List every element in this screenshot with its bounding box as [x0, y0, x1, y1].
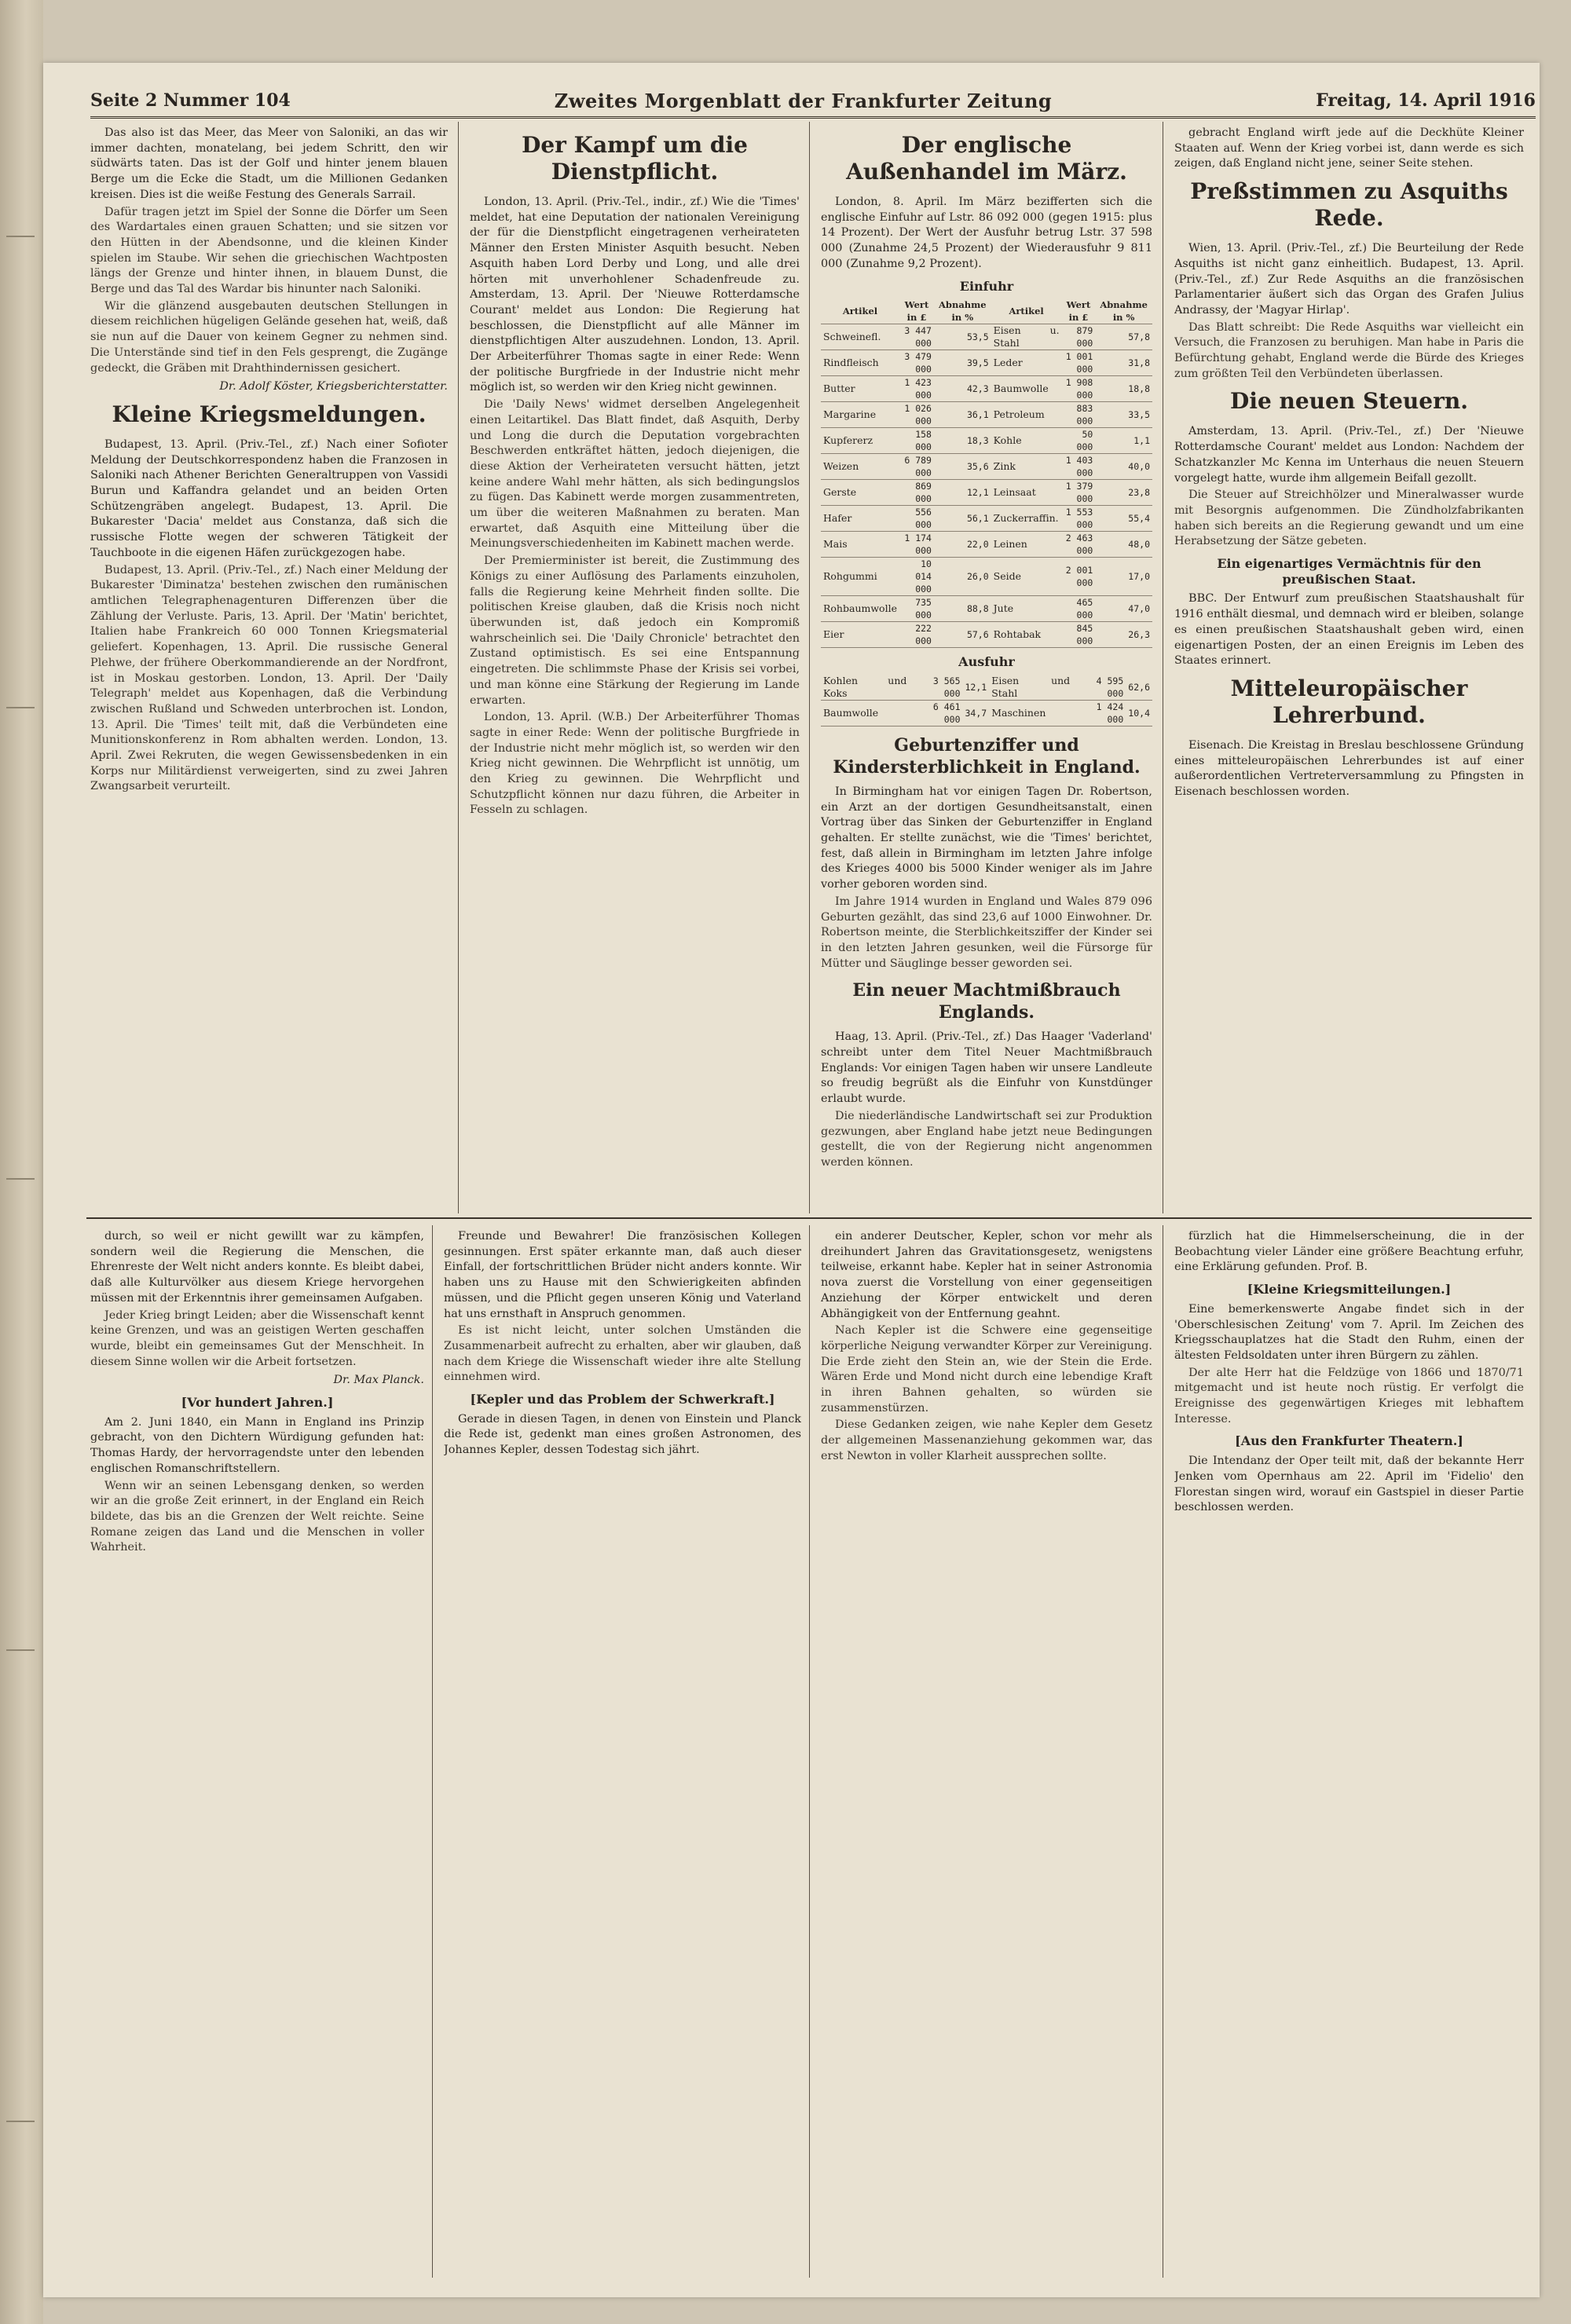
table-cell: 1,1 [1095, 428, 1152, 454]
table-cell: 1 379 000 [1062, 480, 1096, 506]
article-body: Freunde und Bewahrer! Die französischen Kollegen gesinnungen. Erst später erkannte man, daß auch dieser Einfall, der fortschrittlichen Brüder nicht anders konnte. Wir haben uns zu Hause mit den Schwierigkeiten abfinden müssen, und die Pflicht gegen unseren König und Vaterland hat uns ernsthaft in Anspruch genommen. [444, 1230, 801, 1320]
lower-column-3: ein anderer Deutscher, Kepler, schon vor mehr als dreihundert Jahren das Gravitationsgesetz, wenigstens teilweise, erkannt habe. Kepler hat in seiner Astronomia nova zuerst die Vorstellung von einer gegenseitigen Anziehung der Körper entwickelt und deren Abhängigkeit von der Entfernung geahnt. Nach Kepler ist die Schwere eine gegenseitige körperliche Neigung verwandter Körper zur Vereinigung. Die Erde zieht den Stein an, wie der Stein die Erde. Wären Erde und Mond nicht durch eine lebendige Kraft in ihren Bahnen gehalten, so würden sie zusammenstürzen. Diese Gedanken zeigen, wie nahe Kepler dem Gesetz der allgemeinen Massenanziehung gekommen war, das erst Newton in voller Klarheit aussprechen sollte. [821, 1230, 1152, 1462]
table-cell: 33,5 [1095, 402, 1152, 428]
table-row [821, 700, 1152, 726]
table-row [821, 402, 1152, 428]
column-rule [809, 122, 810, 1213]
table-cell: 18,8 [1095, 376, 1152, 402]
table-cell: 1 553 000 [1062, 506, 1096, 532]
table-cell: 23,8 [1095, 480, 1152, 506]
table-cell: 4 595 000 [1072, 675, 1126, 701]
table-cell: 53,5 [934, 324, 991, 350]
table-cell: 735 000 [899, 596, 934, 622]
table-cell: 35,6 [934, 454, 991, 480]
table-cell: 6 461 000 [909, 700, 962, 726]
table-cell: Gerste [821, 480, 899, 506]
issue-date: Freitag, 14. April 1916 [1316, 90, 1536, 111]
column-rule [432, 1225, 433, 2278]
headline-steuern: Die neuen Steuern. [1230, 388, 1468, 415]
masthead [90, 85, 1536, 119]
table-cell: 17,0 [1095, 558, 1152, 596]
table-cell: 57,8 [1095, 324, 1152, 350]
article-body: durch, so weil er nicht gewillt war zu kämpfen, sondern weil die Regierung die Menschen, die Ehrenreste der Welt nicht anders konnte. Es bleibt dabei, daß alle Kulturvölker aus diesem Kriege hervorgehen müssen mit der Erkenntnis ihrer gemeinsamen Aufgaben. [90, 1230, 424, 1305]
table-cell: Mais [821, 532, 899, 558]
table-cell: Margarine [821, 402, 899, 428]
table-cell: 3 447 000 [899, 324, 934, 350]
headline-dienstpflicht: Der Kampf um die Dienstpflicht. [522, 132, 748, 185]
table-cell: 1 424 000 [1072, 700, 1126, 726]
table-cell: 1 174 000 [899, 532, 934, 558]
newspaper-title: Zweites Morgenblatt der Frankfurter Zeitung [554, 89, 1053, 112]
table-cell: 56,1 [934, 506, 991, 532]
table-cell: 55,4 [1095, 506, 1152, 532]
headline-vermaechtnis: Ein eigenartiges Vermächtnis für den preußischen Staat. [1217, 556, 1481, 587]
table-cell: 48,0 [1095, 532, 1152, 558]
table-cell: Weizen [821, 454, 899, 480]
article-body: Amsterdam, 13. April. (Priv.-Tel., zf.) Der 'Nieuwe Rotterdamsche Courant' meldet aus London: Nachdem der Schatzkanzler Mc Kenna im Unterhaus die neuen Steuern vorgelegt hatte, wurde ihm allgemein Beifall gezollt. [1174, 425, 1524, 485]
headline-kriegsmitteilungen: [Kleine Kriegsmitteilungen.] [1247, 1282, 1452, 1297]
headline-kriegsmeldungen: Kleine Kriegsmeldungen. [112, 401, 427, 427]
table-cell: Leinen [991, 532, 1062, 558]
table-cell: 34,7 [963, 700, 990, 726]
table-cell: 556 000 [899, 506, 934, 532]
article-body: London, 13. April. (Priv.-Tel., indir., zf.) Wie die 'Times' meldet, hat eine Deputation der nationalen Vereinigung der für die Dienstpflicht eingetragenen verheirateten Männer den Ersten Minister Asquith besucht. Neben Asquith haben Lord Derby und Long, und alle drei hörten mit unverhohlener Schadenfreude zu. Amsterdam, 13. April. Der 'Nieuwe Rotterdamsche Courant' meldet aus London: Die Regierung hat beschlossen, die Dienstpflicht auf alle Männer im dienstpflichtigen Alter auszudehnen. London, 13. April. Der Arbeiterführer Thomas sagte in einer Rede: Wenn der politische Burgfriede in der Industrie nicht mehr möglich ist, so werden wir den Krieg nicht gewinnen. [470, 196, 800, 394]
article-body: London, 8. April. Im März bezifferten sich die englische Einfuhr auf Lstr. 86 092 000 (gegen 1915: plus 14 Prozent). Der Wert der Ausfuhr betrug Lstr. 37 598 000 (Zunahme 24,5 Prozent) der Wiederausfuhr 9 811 000 (Zunahme 9,2 Prozent). [821, 196, 1152, 270]
table-cell: Eier [821, 622, 899, 648]
headline-pressstimmen: Preßstimmen zu Asquiths Rede. [1190, 178, 1508, 232]
table-cell: Schweinefl. [821, 324, 899, 350]
table-header-cell: Wert in £ [1062, 298, 1096, 324]
table-cell: Leinsaat [991, 480, 1062, 506]
table-cell: 40,0 [1095, 454, 1152, 480]
table-header-cell: Artikel [991, 298, 1062, 324]
article-body: Budapest, 13. April. (Priv.-Tel., zf.) Nach einer Sofioter Meldung der Deutschkorrespondenz haben die Franzosen in Saloniki nach Athener Berichten Generaltruppen von Vassidi Burun und Kaffandra gelandet und an beiden Orten Schützengräben angelegt. Budapest, 13. April. Die Bukarester 'Dacia' meldet aus Constanza, daß sich die russische Flotte wegen der schweren Tätigkeit der Tauchboote in die eigenen Häfen zurückgezogen habe. [90, 437, 448, 559]
table-cell: Baumwolle [821, 700, 909, 726]
table-row [821, 596, 1152, 622]
table-cell: Butter [821, 376, 899, 402]
table-cell: 2 463 000 [1062, 532, 1096, 558]
table-header-cell: Artikel [821, 298, 899, 324]
table-cell: 62,6 [1126, 675, 1152, 701]
table-cell: Maschinen [989, 700, 1072, 726]
headline-kepler: [Kepler und das Problem der Schwerkraft.] [470, 1392, 775, 1407]
article-body: Am 2. Juni 1840, ein Mann in England ins Prinzip gebracht, von den Dichtern Würdigung gefunden hat: Thomas Hardy, der hervorragendste unter den lebenden englischen Romanschriftstellern. [90, 1415, 424, 1475]
table-cell: Jute [991, 596, 1062, 622]
export-table [821, 675, 1152, 726]
table-cell: 18,3 [934, 428, 991, 454]
table-cell: 1 001 000 [1062, 350, 1096, 376]
section-divider [86, 1217, 1532, 1219]
column-4: gebracht England wirft jede auf die Deckhüte Kleiner Staaten auf. Wenn der Krieg vorbei ist, dann werde es sich zeigen, daß England nicht jene, seiner Seite stehen. Preßstimmen zu Asquiths Rede. Wien, 13. April. (Priv.-Tel., zf.) Die Beurteilung der Rede Asquiths ist nicht ganz einheitlich. Budapest, 13. April. (Priv.-Tel., zf.) Zur Rede Asquiths an die französischen Parlamentarier äußert sich das Organ des Grafen Julius Andrassy, der 'Magyar Hirlap'. Das Blatt schreibt: Die Rede Asquiths war vielleicht ein Versuch, die Franzosen zu beruhigen. Man habe in Paris die Befürchtung gehabt, England werde die Bürde des Krieges zum größten Teil den Verbündeten überlassen. Die neuen Steuern. Amsterdam, 13. April. (Priv.-Tel., zf.) Der 'Nieuwe Rotterdamsche Courant' meldet aus London: Nachdem der Schatzkanzler Mc Kenna im Unterhaus die neuen Steuern vorgelegt hatte, wurde ihm allgemein Beifall gezollt. Die Steuer auf Streichhölzer und Mineralwasser wurde mit Besorgnis aufgenommen. Die Zündholzfabrikanten haben sich bereits an die Regierung gewandt und um eine Herabsetzung der Sätze gebeten. Ein eigenartiges Vermächtnis für den preußischen Staat. BBC. Der Entwurf zum preußischen Staatshaushalt für 1916 enthält diesmal, und demnach wird er bleiben, solange es einen preußischen Staatshaushalt geben wird, einen eigenartigen Posten, der an einen Ereignis im Leben des Staates erinnert. Mitteleuropäischer Lehrerbund. Eisenach. Die Kreistag in Breslau beschlossene Gründung eines mitteleuropäischen Lehrerbundes ist auf einer außerordentlichen Vertreterversammlung zu Pfingsten in Eisenach beschlossen worden. [1174, 126, 1524, 1213]
table-row [821, 532, 1152, 558]
table-cell: Baumwolle [991, 376, 1062, 402]
table-cell: Rindfleisch [821, 350, 899, 376]
article-body: In Birmingham hat vor einigen Tagen Dr. Robertson, ein Arzt an der dortigen Gesundheitsanstalt, einen Vortrag über das Sinken der Geburtenziffer in England gehalten. Er stellte zunächst, wie die 'Times' berichtet, fest, daß allein in Birmingham im letzten Jahre infolge des Krieges 4000 bis 5000 Kinder weniger als im Jahre vorher geboren worden sind. [821, 785, 1152, 891]
table-cell: Eisen und Stahl [989, 675, 1072, 701]
article-body: Eisenach. Die Kreistag in Breslau beschlossene Gründung eines mitteleuropäischen Lehrerbundes ist auf einer außerordentlichen Vertreterversammlung zu Pfingsten in Eisenach beschlossen worden. [1174, 738, 1524, 799]
article-body: Eine bemerkenswerte Angabe findet sich in der 'Oberschlesischen Zeitung' vom 7. April. Im Zeichen des Kriegsschauplatzes hat die Stadt den Ruhm, einen der ältesten Feldsoldaten unter ihren Bürgern zu zählen. [1174, 1302, 1524, 1362]
table-row [821, 480, 1152, 506]
table-row [821, 324, 1152, 350]
table-cell: Petroleum [991, 402, 1062, 428]
column-2: Der Kampf um die Dienstpflicht. London, 13. April. (Priv.-Tel., indir., zf.) Wie die 'Times' meldet, hat eine Deputation der nationalen Vereinigung der für die Dienstpflicht eingetragenen verheirateten Männer den Ersten Minister Asquith besucht. Neben Asquith haben Lord Derby und Long, und alle drei hörten mit unverhohlener Schadenfreude zu. Amsterdam, 13. April. Der 'Nieuwe Rotterdamsche Courant' meldet aus London: Die Regierung hat beschlossen, die Dienstpflicht auf alle Männer im dienstpflichtigen Alter auszudehnen. London, 13. April. Der Arbeiterführer Thomas sagte in einer Rede: Wenn der politische Burgfriede in der Industrie nicht mehr möglich ist, so werden wir den Krieg nicht gewinnen. Die 'Daily News' widmet derselben Angelegenheit einen Leitartikel. Das Blatt findet, daß Asquith, Derby und Long die durch die Deputation vorgebrachten Beschwerden entkräftet hätten, jedoch diejenigen, die diese Aktion der Verheirateten versucht hätten, jetzt keine andere Wahl mehr hätten, als sich bedingungslos zu fügen. Das Kabinett werde morgen zusammentreten, um über die weiteren Maßnahmen zu beraten. Man erwartet, daß Asquith eine Mitteilung über die Meinungsverschiedenheiten im Kabinett machen werde. Der Premierminister ist bereit, die Zustimmung des Königs zu einer Auflösung des Parlaments einzuholen, falls die Regierung keine Mehrheit finden sollte. Die politischen Kreise glauben, daß die Krisis noch nicht überwunden ist, daß jedoch ein Kompromiß wahrscheinlich sei. Die 'Daily Chronicle' betrachtet den Zustand optimistisch. Es sei eine Entspannung eingetreten. Die schlimmste Phase der Krisis sei vorbei, und man könne eine Stärkung der Regierung im Lande erwarten. London, 13. April. (W.B.) Der Arbeiterführer Thomas sagte in einer Rede: Wenn der politische Burgfriede in der Industrie nicht mehr möglich ist, so werden wir den Krieg nicht gewinnen. Die Wehrpflicht ist unnötig, um den Krieg zu gewinnen. Die Wehrpflicht und Schutzpflicht können nur dazu führen, die Arbeiter in Fesseln zu schlagen. [470, 132, 800, 817]
article-body: Wien, 13. April. (Priv.-Tel., zf.) Die Beurteilung der Rede Asquiths ist nicht ganz einheitlich. Budapest, 13. April. (Priv.-Tel., zf.) Zur Rede Asquiths an die französischen Parlamentarier äußert sich das Organ des Grafen Julius Andrassy, der 'Magyar Hirlap'. [1174, 242, 1524, 317]
table-cell: 10,4 [1126, 700, 1152, 726]
table-header-cell: Abnahme in % [1095, 298, 1152, 324]
table-cell: 158 000 [899, 428, 934, 454]
table-cell: 3 565 000 [909, 675, 962, 701]
lower-column-4: fürzlich hat die Himmelserscheinung, die in der Beobachtung vieler Länder eine größere Beachtung erfuhr, eine Erklärung gefunden. Prof. B. [Kleine Kriegsmitteilungen.] Eine bemerkenswerte Angabe findet sich in der 'Oberschlesischen Zeitung' vom 7. April. Im Zeichen des Kriegsschauplatzes hat die Stadt den Ruhm, einen der ältesten Feldsoldaten unter ihren Bürgern zu zählen. Der alte Herr hat die Feldzüge von 1866 und 1870/71 mitgemacht und ist heute noch rüstig. Er verfolgt die Ereignisse des gegenwärtigen Krieges mit lebhaftem Interesse. [Aus den Frankfurter Theatern.] Die Intendanz der Oper teilt mit, daß der bekannte Herr Jenken vom Opernhaus am 22. April im 'Fidelio' den Florestan singen wird, worauf ein Gastspiel in dieser Partie beschlossen werden. [1174, 1229, 1524, 2278]
table-cell: 57,6 [934, 622, 991, 648]
table-cell: 26,3 [1095, 622, 1152, 648]
table-cell: Seide [991, 558, 1062, 596]
table-cell: Kupfererz [821, 428, 899, 454]
table-cell: 12,1 [934, 480, 991, 506]
table-cell: Rohtabak [991, 622, 1062, 648]
table-cell: 50 000 [1062, 428, 1096, 454]
article-body: BBC. Der Entwurf zum preußischen Staatshaushalt für 1916 enthält diesmal, und demnach wird er bleiben, solange es einen preußischen Staatshaushalt geben wird, einen eigenartigen Posten, der an einen Ereignis im Leben des Staates erinnert. [1174, 592, 1524, 668]
article-body: Die Intendanz der Oper teilt mit, daß der bekannte Herr Jenken vom Opernhaus am 22. April im 'Fidelio' den Florestan singen wird, worauf ein Gastspiel in dieser Partie beschlossen werden. [1174, 1455, 1524, 1514]
table-cell: 47,0 [1095, 596, 1152, 622]
table-cell: 22,0 [934, 532, 991, 558]
column-1: Das also ist das Meer, das Meer von Saloniki, an das wir immer dachten, monatelang, bei jedem Schritt, den wir südwärts taten. Das ist der Golf und hinter jenem blauen Berge um die Ecke die Stadt, um die Millionen Gedanken kreisen. Dies ist die weiße Festung des Generals Sarrail. Dafür tragen jetzt im Spiel der Sonne die Dörfer um Seen des Wardartales einen grauen Schatten; und sie sitzen vor den Hütten in der Abendsonne, und die kleinen Kinder spielen im Staube. Wir sehen die griechischen Wachtposten längs der Grenze und hinter ihnen, in blauem Dunst, die Berge und das Tal des Wardar bis hinunter nach Saloniki. Wir die glänzend ausgebauten deutschen Stellungen in diesem reichlichen hügeligen Gelände gesehen hat, weiß, daß sie nun auf die Dauer von keinem Gegner zu nehmen sind. Die Unterstände sind tief in den Fels gesprengt, die Zugänge gedeckt, die Gräben mit Drahthindernissen gesichert. Dr. Adolf Köster, Kriegsberichterstatter. Kleine Kriegsmeldungen. Budapest, 13. April. (Priv.-Tel., zf.) Nach einer Sofioter Meldung der Deutschkorrespondenz haben die Franzosen in Saloniki nach Athener Berichten Generaltruppen von Vassidi Burun und Kaffandra gelandet und an beiden Orten Schützengräben angelegt. Budapest, 13. April. Die Bukarester 'Dacia' meldet aus Constanza, daß sich die russische Flotte wegen der schweren Tätigkeit der Tauchboote in die eigenen Häfen zurückgezogen habe. Budapest, 13. April. (Priv.-Tel., zf.) Nach einer Meldung der Bukarester 'Diminatza' bestehen zwischen den rumänischen amtlichen Telegraphenagenturen Differenzen über die Zählung der Verluste. Paris, 13. April. Der 'Matin' berichtet, Italien habe Frankreich 60 000 Tonnen Kriegsmaterial geliefert. Kopenhagen, 13. April. Die russische General Plehwe, der frühere Oberkommandierende an der Nordfront, ist in Moskau gestorben. London, 13. April. Der 'Daily Telegraph' meldet aus Kopenhagen, daß die Verbindung zwischen Rußland und Schweden unterbrochen ist. London, 13. April. Die 'Times' teilt mit, daß die Verbündeten eine Munitionskonferenz in Rom abhalten werden. London, 13. April. Zwei Rekruten, die wegen Gewissensbedenken in ein Korps nur Militärdienst verweigerten, sind zu zwei Jahren Zwangsarbeit verurteilt. [90, 126, 448, 793]
table-cell: 879 000 [1062, 324, 1096, 350]
column-3: Der englische Außenhandel im März. London, 8. April. Im März bezifferten sich die englische Einfuhr auf Lstr. 86 092 000 (gegen 1915: plus 14 Prozent). Der Wert der Ausfuhr betrug Lstr. 37 598 000 (Zunahme 24,5 Prozent) der Wiederausfuhr 9 811 000 (Zunahme 9,2 Prozent). Einfuhr Artikel Wert in £ Abnahme in % Artikel Wert in £ Abnahme in % Schweinefl. 3 447 000 53,5 Eisen u. Stahl 879 000 57,8 Rindfleisch 3 479 000 39,5 Leder 1 001 000 31,8 Butter 1 423 000 42,3 Baumwolle 1 908 000 18,8 Margarine 1 026 000 36,1 Petroleum 883 000 33,5 Kupfererz 158 000 18,3 Kohle 50 000 1,1 Weizen 6 789 000 35,6 Zink 1 403 000 40,0 Gerste 869 000 12,1 Leinsaat 1 379 000 23,8 Hafer 556 000 56,1 Zuckerraffin. 1 553 000 55,4 Mais 1 174 000 22,0 Leinen 2 463 000 48,0 Rohgummi 10 014 000 26,0 Seide 2 001 000 17,0 Rohbaumwolle 735 000 88,8 Jute 465 000 47,0 Eier 222 000 57,6 Rohtabak 845 000 26,3 Ausfuhr Kohlen und Koks 3 565 000 12,1 Eisen und Stahl 4 595 000 62,6 Baumwolle 6 461 000 34,7 Maschinen 1 424 000 10,4 Geburtenziffer und Kindersterblichkeit in England. In Birmingham hat vor einigen Tagen Dr. Robertson, ein Arzt an der dortigen Gesundheitsanstalt, einen Vortrag über das Sinken der Geburtenziffer in England gehalten. Er stellte zunächst, wie die 'Times' berichtet, fest, daß allein in Birmingham im letzten Jahre infolge des Krieges 4000 bis 5000 Kinder weniger als im Jahre vorher geboren worden sind. Im Jahre 1914 wurden in England und Wales 879 096 Geburten gezählt, das sind 23,6 auf 1000 Einwohner. Dr. Robertson meinte, die Sterblichkeitsziffer der Kinder sei in den letzten Jahren gesunken, weil die Fürsorge für Mütter und Säuglinge besser geworden sei. Ein neuer Machtmißbrauch Englands. Haag, 13. April. (Priv.-Tel., zf.) Das Haager 'Vaderland' schreibt unter dem Titel Neuer Machtmißbrauch Englands: Vor einigen Tagen haben wir unsere Landleute so freudig begrüßt als die Einfuhr von Kunstdünger erlaubt wurde. Die niederländische Landwirtschaft sei zur Produktion gezwungen, aber England habe jetzt neue Bedingungen gestellt, die von der Regierung nicht angenommen werden können. [821, 132, 1152, 1169]
table-cell: 465 000 [1062, 596, 1096, 622]
headline-lehrerbund: Mitteleuropäischer Lehrerbund. [1230, 675, 1468, 728]
table-cell: 883 000 [1062, 402, 1096, 428]
table-cell: 26,0 [934, 558, 991, 596]
table-row [821, 376, 1152, 402]
table-cell: 10 014 000 [899, 558, 934, 596]
table-row [821, 350, 1152, 376]
headline-geburtenziffer: Geburtenziffer und Kindersterblichkeit in England. [833, 734, 1141, 778]
table-caption-einfuhr: Einfuhr [959, 278, 1014, 294]
table-row [821, 428, 1152, 454]
article-byline: Dr. Adolf Köster, Kriegsberichterstatter. [219, 380, 448, 393]
table-cell: Hafer [821, 506, 899, 532]
table-cell: 39,5 [934, 350, 991, 376]
table-cell: Rohbaumwolle [821, 596, 899, 622]
headline-theater: [Aus den Frankfurter Theatern.] [1235, 1433, 1463, 1449]
table-row [821, 675, 1152, 701]
table-header-cell: Wert in £ [899, 298, 934, 324]
table-row [821, 506, 1152, 532]
table-cell: 31,8 [1095, 350, 1152, 376]
table-row [821, 558, 1152, 596]
article-body: gebracht England wirft jede auf die Deckhüte Kleiner Staaten auf. Wenn der Krieg vorbei ist, dann werde es sich zeigen, daß England nicht jene, seiner Seite stehen. [1174, 126, 1524, 170]
table-cell: Zink [991, 454, 1062, 480]
table-cell: 3 479 000 [899, 350, 934, 376]
table-row [821, 454, 1152, 480]
headline-vor-hundert-jahren: [Vor hundert Jahren.] [181, 1395, 334, 1411]
article-body: Gerade in diesen Tagen, in denen von Einstein und Planck die Rede ist, gedenkt man eines großen Astronomen, des Johannes Kepler, dessen Todestag sich jährt. [444, 1412, 801, 1457]
table-cell: 1 908 000 [1062, 376, 1096, 402]
table-row [821, 622, 1152, 648]
table-cell: 2 001 000 [1062, 558, 1096, 596]
headline-aussenhandel: Der englische Außenhandel im März. [846, 132, 1127, 185]
table-cell: 88,8 [934, 596, 991, 622]
lower-column-1: durch, so weil er nicht gewillt war zu kämpfen, sondern weil die Regierung die Menschen, die Ehrenreste der Welt nicht anders konnte. Es bleibt dabei, daß alle Kulturvölker aus diesem Kriege hervorgehen müssen mit der Erkenntnis ihrer gemeinsamen Aufgaben. Jeder Krieg bringt Leiden; aber die Wissenschaft kennt keine Grenzen, und was an geistigen Werten geschaffen wurde, bleibt ein gemeinsames Gut der Menschheit. In diesem Sinne wollen wir die Arbeit fortsetzen. Dr. Max Planck. [Vor hundert Jahren.] Am 2. Juni 1840, ein Mann in England ins Prinzip gebracht, von den Dichtern Würdigung gefunden hat: Thomas Hardy, der hervorragendste unter den lebenden englischen Romanschriftstellern. Wenn wir an seinen Lebensgang denken, so werden wir an die große Zeit erinnert, in der England ein Reich bildete, das bis an die Grenzen der Welt reichte. Seine Romane zeigen das Land und die Menschen in voller Wahrheit. [90, 1230, 424, 1554]
table-cell: Zuckerraffin. [991, 506, 1062, 532]
article-byline: Dr. Max Planck. [333, 1374, 424, 1387]
table-cell: Eisen u. Stahl [991, 324, 1062, 350]
table-cell: 1 403 000 [1062, 454, 1096, 480]
table-cell: 12,1 [963, 675, 990, 701]
table-header-cell: Abnahme in % [934, 298, 991, 324]
table-cell: 845 000 [1062, 622, 1096, 648]
table-cell: 36,1 [934, 402, 991, 428]
headline-machtmissbrauch: Ein neuer Machtmißbrauch Englands. [852, 980, 1121, 1023]
table-cell: Kohlen und Koks [821, 675, 909, 701]
lower-column-2: Freunde und Bewahrer! Die französischen Kollegen gesinnungen. Erst später erkannte man, daß auch dieser Einfall, der fortschrittlichen Brüder nicht anders konnte. Wir haben uns zu Hause mit den Schwierigkeiten abfinden müssen, und die Pflicht gegen unseren König und Vaterland hat uns ernsthaft in Anspruch genommen. Es ist nicht leicht, unter solchen Umständen die Zusammenarbeit aufrecht zu erhalten, aber wir glauben, daß nach dem Kriege die Wissenschaft wieder ihre alte Stellung einnehmen wird. [Kepler und das Problem der Schwerkraft.] Gerade in diesen Tagen, in denen von Einstein und Planck die Rede ist, gedenkt man eines großen Astronomen, des Johannes Kepler, dessen Todestag sich jährt. [444, 1229, 801, 2278]
table-cell: 222 000 [899, 622, 934, 648]
article-body: Das also ist das Meer, das Meer von Saloniki, an das wir immer dachten, monatelang, bei jedem Schritt, den wir südwärts taten. Das ist der Golf und hinter jenem blauen Berge um die Ecke die Stadt, um die Millionen Gedanken kreisen. Dies ist die weiße Festung des Generals Sarrail. [90, 126, 448, 201]
page-number: Seite 2 Nummer 104 [90, 90, 291, 111]
table-cell: 6 789 000 [899, 454, 934, 480]
article-body: fürzlich hat die Himmelserscheinung, die in der Beobachtung vieler Länder eine größere Beachtung erfuhr, eine Erklärung gefunden. Prof. B. [1174, 1230, 1524, 1274]
article-body: Haag, 13. April. (Priv.-Tel., zf.) Das Haager 'Vaderland' schreibt unter dem Titel Neuer Machtmißbrauch Englands: Vor einigen Tagen haben wir unsere Landleute so freudig begrüßt als die Einfuhr von Kunstdünger erlaubt wurde. [821, 1030, 1152, 1106]
table-cell: 42,3 [934, 376, 991, 402]
trade-table [821, 298, 1152, 648]
column-rule [809, 1225, 810, 2278]
table-cell: Kohle [991, 428, 1062, 454]
table-caption-ausfuhr: Ausfuhr [958, 654, 1015, 670]
table-cell: Leder [991, 350, 1062, 376]
book-binding [0, 0, 43, 2324]
table-cell: 1 026 000 [899, 402, 934, 428]
table-cell: 869 000 [899, 480, 934, 506]
article-body: ein anderer Deutscher, Kepler, schon vor mehr als dreihundert Jahren das Gravitationsgesetz, wenigstens teilweise, erkannt habe. Kepler hat in seiner Astronomia nova zuerst die Vorstellung von einer gegenseitigen Anziehung der Körper entwickelt und deren Abhängigkeit von der Entfernung geahnt. [821, 1230, 1152, 1320]
table-cell: Rohgummi [821, 558, 899, 596]
column-rule [458, 122, 459, 1213]
table-cell: 1 423 000 [899, 376, 934, 402]
